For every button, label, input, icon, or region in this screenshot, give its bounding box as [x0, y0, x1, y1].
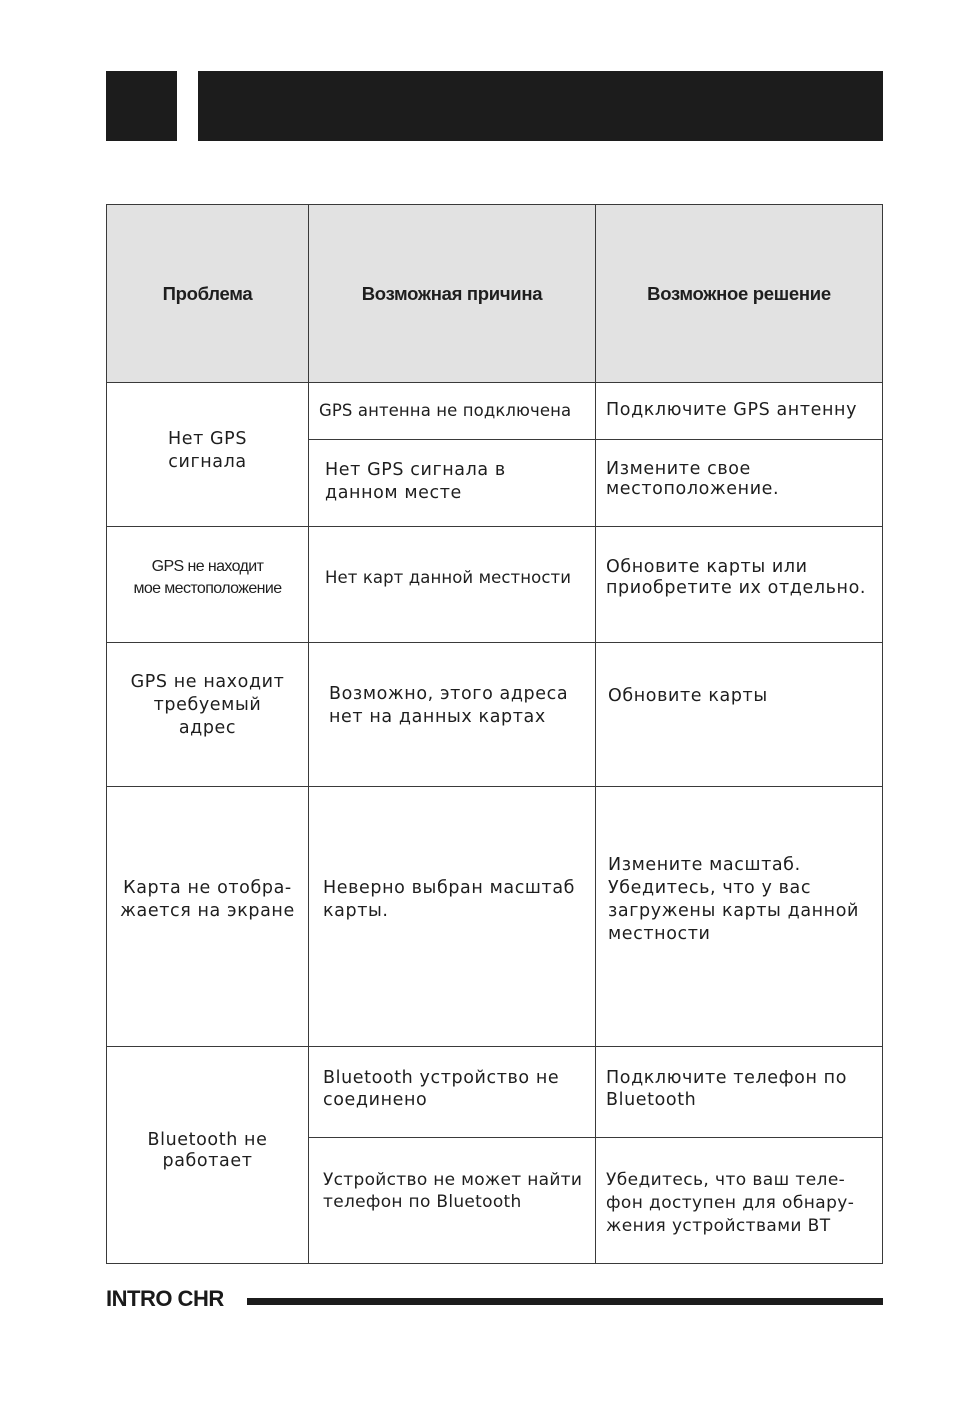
problem-cell: GPS не находит требуемый адрес — [130, 672, 285, 738]
header-cause: Возможная причина — [361, 283, 543, 304]
solution-cell: Убедитесь, что ваш теле- фон доступен для обнару- жения устройствами BT — [606, 1170, 855, 1236]
header-problem: Проблема — [162, 283, 253, 304]
solution-cell: Подключите GPS антенну — [606, 399, 858, 420]
cause-cell: Нет GPS сигнала в данном месте — [325, 460, 506, 503]
cause-cell: Устройство не может найти телефон по Bluetooth — [323, 1170, 583, 1212]
cause-cell: Bluetooth устройство не соединено — [323, 1068, 560, 1110]
solution-cell: Подключите телефон по Bluetooth — [606, 1068, 848, 1110]
problem-cell: Нет GPS сигнала — [167, 428, 248, 472]
footer-brand: INTRO CHR — [106, 1286, 224, 1311]
problem-cell: Bluetooth не работает — [147, 1130, 268, 1171]
cause-cell: Возможно, этого адреса нет на данных картах — [329, 684, 569, 727]
troubleshooting-table — [106, 204, 883, 1264]
problem-cell: GPS не находит мое местоположение — [133, 557, 282, 597]
solution-cell: Измените масштаб. Убедитесь, что у вас загружены карты данной местности — [608, 854, 860, 944]
solution-cell: Измените свое местоположение. — [606, 459, 780, 499]
cause-cell: Неверно выбран масштаб карты. — [323, 877, 576, 921]
cause-cell: Нет карт данной местности — [325, 568, 572, 587]
header-solution: Возможное решение — [647, 283, 831, 304]
solution-cell: Обновите карты — [608, 686, 768, 706]
header-block-square — [106, 71, 177, 141]
problem-cell: Карта не отобра- жается на экране — [120, 877, 295, 921]
cause-cell: GPS антенна не подключена — [319, 400, 572, 420]
solution-cell: Обновите карты или приобретите их отдельно. — [606, 556, 867, 598]
header-block-bar — [198, 71, 883, 141]
footer-rule — [247, 1298, 883, 1305]
